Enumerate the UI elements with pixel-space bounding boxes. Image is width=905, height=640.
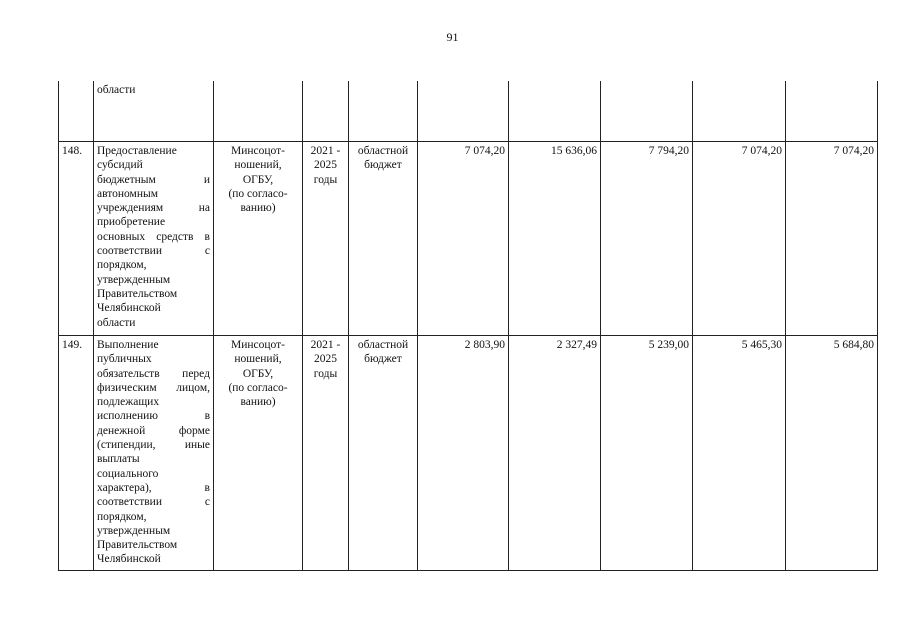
executor-line: ванию): [240, 202, 276, 215]
description-line: автономным: [97, 187, 158, 200]
cell-value: 2 327,49: [509, 336, 601, 571]
cell-executor: [214, 336, 303, 571]
description-line: денежной форме: [97, 424, 210, 437]
description-line: выплаты: [97, 453, 140, 466]
description-line: субсидий: [97, 159, 143, 172]
description-line: области: [97, 84, 136, 96]
description-line: обязательств перед: [97, 367, 210, 380]
table-row-149: [59, 336, 878, 571]
cell-executor: [214, 81, 303, 142]
cell-source: [349, 336, 418, 571]
description-line: Выполнение: [97, 339, 159, 351]
description-line: Челябинской: [97, 302, 161, 315]
description-line: утвержденным: [97, 524, 171, 537]
source-line: областной: [357, 145, 409, 157]
cell-value: 5 465,30: [693, 336, 786, 571]
cell-value: [418, 81, 509, 142]
cell-description: [94, 142, 214, 336]
description-line: учреждениям на: [97, 202, 210, 215]
description-line: Правительством: [97, 539, 178, 552]
period-line: 2021 -: [310, 339, 341, 351]
description-line: соответствии с: [97, 496, 210, 509]
executor-line: (по согласо-: [228, 381, 288, 394]
cell-value: 5 239,00: [601, 336, 693, 571]
description-line: Предоставление: [97, 145, 177, 157]
description-line: соответствии с: [97, 245, 210, 258]
executor-line: ОГБУ,: [242, 173, 274, 186]
description-line: характера), в: [97, 481, 210, 494]
description-line: основных средств в: [97, 230, 210, 243]
cell-period: [303, 336, 349, 571]
executor-line: ношений,: [234, 159, 282, 172]
cell-number: 149.: [59, 336, 94, 571]
executor-line: ванию): [240, 396, 276, 409]
cell-source: [349, 81, 418, 142]
cell-value: 7 074,20: [418, 142, 509, 336]
description-line: подлежащих: [97, 396, 160, 409]
cell-value: 2 803,90: [418, 336, 509, 571]
cell-value: 15 636,06: [509, 142, 601, 336]
table-row-148: [59, 142, 878, 336]
cell-value: 7 794,20: [601, 142, 693, 336]
page-number: 91: [446, 30, 459, 44]
cell-description: [94, 81, 214, 142]
description-line: Челябинской: [97, 553, 161, 566]
executor-line: ношений,: [234, 353, 282, 366]
cell-period: [303, 81, 349, 142]
description-line: публичных: [97, 353, 152, 366]
description-line: области: [97, 316, 136, 329]
period-line: 2025: [314, 159, 337, 172]
executor-line: ОГБУ,: [242, 367, 274, 380]
cell-value: 7 074,20: [693, 142, 786, 336]
cell-value: [786, 81, 878, 142]
description-line: порядком,: [97, 259, 147, 272]
description-line: приобретение: [97, 216, 166, 229]
description-line: утвержденным: [97, 273, 171, 286]
cell-number: 148.: [59, 142, 94, 336]
cell-value: [601, 81, 693, 142]
period-line: годы: [313, 173, 338, 186]
cell-value: 5 684,80: [786, 336, 878, 571]
period-line: годы: [313, 367, 338, 380]
source-line: бюджет: [364, 353, 402, 366]
description-line: физическим лицом,: [97, 381, 210, 394]
period-line: 2025: [314, 353, 337, 366]
description-line: бюджетным и: [97, 173, 210, 186]
description-line: порядком,: [97, 510, 147, 523]
executor-line: Минсоцот-: [231, 145, 285, 157]
source-line: бюджет: [364, 159, 402, 172]
period-line: 2021 -: [310, 145, 341, 157]
description-line: социального: [97, 467, 159, 480]
description-line: исполнению в: [97, 410, 210, 423]
description-line: Правительством: [97, 287, 178, 300]
table-row-continuation: [59, 81, 878, 142]
cell-source: [349, 142, 418, 336]
cell-executor: [214, 142, 303, 336]
cell-value: [509, 81, 601, 142]
cell-period: [303, 142, 349, 336]
cell-description: [94, 336, 214, 571]
budget-table: [58, 81, 878, 571]
cell-value: [693, 81, 786, 142]
executor-line: (по согласо-: [228, 187, 288, 200]
source-line: областной: [357, 339, 409, 351]
cell-value: 7 074,20: [786, 142, 878, 336]
description-line: (стипендии, иные: [97, 439, 210, 452]
cell-number: [59, 81, 94, 142]
executor-line: Минсоцот-: [231, 339, 285, 351]
